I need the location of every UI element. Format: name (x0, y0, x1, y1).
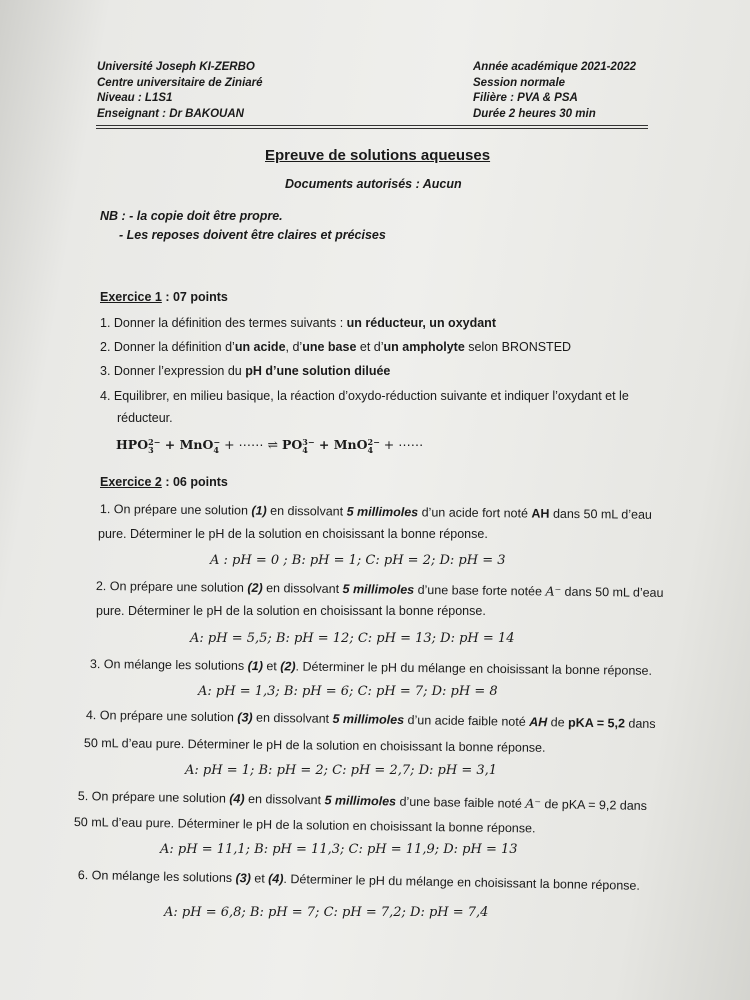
nb-line-1: NB : - la copie doit être propre. (100, 209, 283, 223)
ex2-question-4-answers: A: pH = 1; B: pH = 2; C: pH = 2,7; D: pH = 3,1 (185, 763, 498, 778)
ex2-question-6-answers: A: pH = 6,8; B: pH = 7; C: pH = 7,2; D: pH = 7,4 (164, 905, 489, 920)
duration: Durée 2 heures 30 min (473, 107, 596, 120)
ex2-question-5-answers: A: pH = 11,1; B: pH = 11,3; C: pH = 11,9; D: pH = 13 (160, 842, 518, 857)
header-divider-2 (96, 128, 648, 129)
ex2-question-5-line-2: 50 mL d’eau pure. Déterminer le pH de la solution en choisissant la bonne réponse. (73, 815, 536, 836)
ex2-question-2-answers: A: pH = 5,5; B: pH = 12; C: pH = 13; D: pH = 14 (190, 631, 515, 646)
level: Niveau : L1S1 (97, 92, 173, 104)
ex2-question-2-line-2: pure. Déterminer le pH de la solution en choisissant la bonne réponse. (96, 604, 486, 618)
exercise-1-points: : 07 points (161, 290, 228, 304)
header-left (97, 60, 263, 122)
center-name: Centre universitaire de Ziniaré (97, 76, 263, 89)
redox-reaction: HPO2− 3 + MnO− 4 + ⋯⋯ ⇌ PO3− 4 + MnO2− 4 + ⋯⋯ (116, 436, 424, 455)
exam-title: Epreuve de solutions aqueuses (265, 147, 491, 164)
ex2-question-1-line-2: pure. Déterminer le pH de la solution en choisissant la bonne réponse. (98, 527, 488, 541)
ex1-question-1: 1. Donner la définition des termes suivants : un réducteur, un oxydant (100, 316, 496, 330)
teacher: Enseignant : Dr BAKOUAN (97, 107, 244, 120)
exercise-2-heading (100, 475, 228, 489)
exercise-2-title: Exercice 2 (100, 475, 162, 489)
exercise-1-title: Exercice 1 (100, 290, 162, 304)
ex1-question-4-line-2: réducteur. (117, 411, 173, 425)
ex2-question-1-answers: A : pH = 0 ; B: pH = 1; C: pH = 2; D: pH = 3 (210, 553, 506, 568)
ex1-question-3: 3. Donner l’expression du pH d’une solution diluée (100, 364, 391, 378)
ex2-question-6: 6. On mélange les solutions (3) et (4). Déterminer le pH du mélange en choisissant la bonne réponse. (77, 868, 641, 893)
ex2-question-1: 1. On prépare une solution (1) en dissolvant 5 millimoles d’un acide fort noté AH dans 50 mL d’eau (99, 502, 652, 522)
ex2-question-4: 4. On prépare une solution (3) en dissolvant 5 millimoles d’un acide faible noté AH de pKA = 5,2 dans (85, 708, 656, 731)
header-divider (96, 125, 648, 126)
session: Session normale (473, 76, 566, 89)
ex2-question-3: 3. On mélange les solutions (1) et (2). Déterminer le pH du mélange en choisissant la bonne réponse. (89, 657, 653, 678)
exercise-2-points: : 06 points (161, 475, 228, 489)
ex1-question-2: 2. Donner la définition d’un acide, d’une base et d’un ampholyte selon BRONSTED (100, 340, 572, 354)
university-name: Université Joseph KI-ZERBO (97, 61, 255, 73)
ex2-question-3-answers: A: pH = 1,3; B: pH = 6; C: pH = 7; D: pH = 8 (198, 684, 498, 699)
ex2-question-2: 2. On prépare une solution (2) en dissolvant 5 millimoles d’une base forte notée A⁻ dans 50 mL d’eau (95, 578, 664, 600)
exercise-1-heading (100, 290, 228, 304)
ex2-question-4-line-2: 50 mL d’eau pure. Déterminer le pH de la solution en choisissant la bonne réponse. (83, 736, 546, 755)
ex2-question-5: 5. On prépare une solution (4) en dissolvant 5 millimoles d’une base faible noté A⁻ de pKA = 9,2 dans (77, 788, 648, 813)
academic-year: Année académique 2021-2022 (473, 61, 637, 73)
header-right (473, 60, 636, 122)
nb-line-2: - Les reposes doivent être claires et précises (119, 228, 386, 242)
ex1-question-4: 4. Equilibrer, en milieu basique, la réaction d’oxydo-réduction suivante et indiquer l’oxydant et le (100, 389, 629, 403)
documents-note: Documents autorisés : Aucun (285, 177, 462, 191)
program: Filière : PVA & PSA (473, 92, 578, 104)
